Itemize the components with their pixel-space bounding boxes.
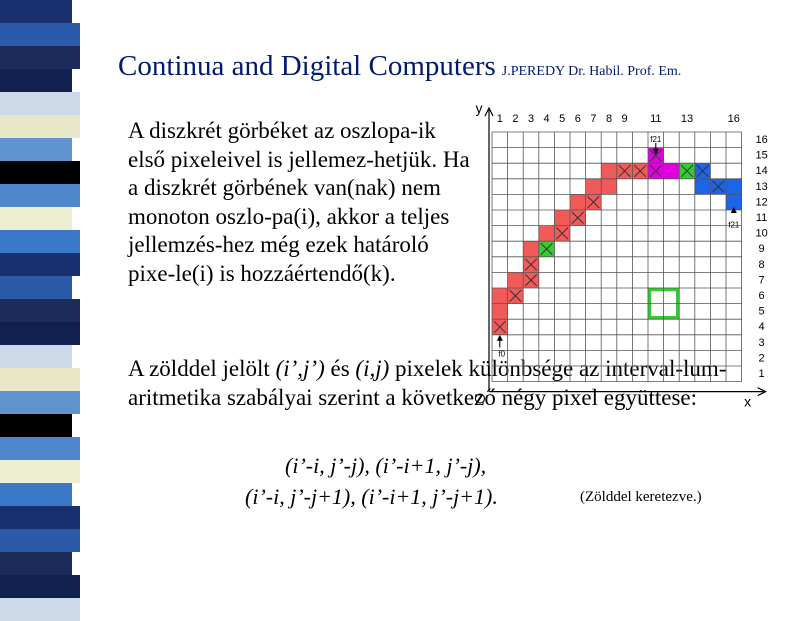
- grid-labels: [476, 100, 768, 410]
- stripe-band: [0, 69, 72, 92]
- stripe-band: [0, 345, 72, 368]
- row-number-label: 11: [755, 212, 768, 224]
- row-number-label: 16: [755, 134, 768, 146]
- paragraph-2-var1: (i’,j’): [275, 356, 325, 381]
- column-number-label: 13: [680, 113, 694, 125]
- x-axis-label: x: [744, 393, 752, 410]
- row-number-label: 14: [755, 165, 768, 178]
- stripe-band: [0, 414, 72, 437]
- column-number-label: 2: [512, 113, 519, 125]
- paragraph-2-var2: (i,j): [355, 356, 390, 381]
- stripe-band: [0, 598, 80, 621]
- stripe-band: [0, 437, 80, 460]
- slide-title: Continua and Digital Computers: [118, 50, 496, 82]
- formula-line-2: (i’-i, j’-j+1), (i’-i+1, j’-j+1).: [245, 484, 498, 509]
- stripe-band: [0, 253, 80, 276]
- decorative-stripe: [0, 0, 80, 600]
- paragraph-2-lead: A zölddel jelölt: [128, 356, 276, 381]
- pixel-cell: [586, 179, 602, 195]
- stripe-band: [0, 184, 80, 207]
- column-number-label: 9: [621, 113, 628, 125]
- stripe-band: [0, 230, 80, 253]
- column-number-label: 11: [650, 113, 662, 125]
- stripe-band: [0, 322, 80, 345]
- pixel-cell: [695, 179, 711, 195]
- stripe-band: [0, 529, 80, 552]
- pixel-grid-diagram: [470, 96, 780, 410]
- stripe-band: [0, 391, 80, 414]
- formula-line-1: (i’-i, j’-j), (i’-i+1, j’-j),: [285, 453, 487, 478]
- column-number-label: 1: [496, 113, 503, 125]
- stripe-band: [0, 552, 72, 575]
- stripe-band: [0, 0, 72, 23]
- pixel-cell: [601, 163, 617, 179]
- row-number-label: 5: [758, 305, 765, 318]
- stripe-band: [0, 506, 80, 529]
- stripe-band: [0, 46, 80, 69]
- title-line: [118, 50, 681, 83]
- paragraph-1: A diszkrét görbéket az oszlopa-ik első pixeleivel is jellemez-hetjük. Ha a diszkrét görbének van(nak) nem monoton oszlo-pa(i), akkor a teljes jellemzés-hez még ezek határoló pixe-le(i) is hozzáértendő(k).: [128, 118, 470, 286]
- stripe-band: [0, 92, 80, 115]
- stripe-band: [0, 368, 80, 391]
- column-number-label: 8: [605, 113, 613, 125]
- pixel-cell: [554, 210, 570, 226]
- note: (Zölddel keretezve.): [580, 489, 702, 505]
- column-number-label: 16: [727, 113, 740, 125]
- pixel-cell: [726, 179, 742, 195]
- row-number-label: 7: [758, 274, 765, 287]
- stripe-band: [0, 299, 80, 322]
- pixel-cell: [570, 194, 586, 210]
- pixel-cell: [601, 179, 617, 195]
- row-number-label: 1: [758, 368, 765, 380]
- row-number-label: 4: [758, 321, 765, 334]
- stripe-band: [0, 460, 80, 483]
- pixel-cell: [664, 163, 680, 179]
- end-marker-label: f21: [728, 220, 740, 230]
- column-number-label: 6: [574, 113, 581, 125]
- pixel-cell: [492, 288, 508, 304]
- row-number-label: 9: [758, 243, 765, 256]
- pixel-cell: [539, 226, 555, 242]
- stripe-band: [0, 161, 80, 184]
- pixel-cell: [523, 241, 539, 257]
- row-number-label: 8: [758, 258, 765, 271]
- row-number-label: 2: [758, 352, 765, 365]
- slide-subtitle: J.PEREDY Dr. Habil. Prof. Em.: [501, 64, 682, 79]
- column-number-label: 3: [527, 113, 535, 125]
- row-number-label: 15: [755, 149, 768, 162]
- stripe-band: [0, 138, 72, 161]
- column-number-label: 4: [543, 113, 550, 125]
- paragraph-2-rest: pixelek különbsége az interval-lum-aritmetika szabályai szerint a következő négy pixel együttese:: [128, 356, 727, 410]
- row-number-label: 3: [758, 336, 765, 349]
- top-marker-label: f21: [650, 135, 662, 144]
- pixel-cell: [492, 304, 508, 320]
- paragraph-2-and: és: [324, 356, 356, 381]
- y-axis-label: y: [475, 100, 483, 116]
- column-number-label: 7: [590, 113, 597, 125]
- stripe-band: [0, 483, 72, 506]
- stripe-band: [0, 276, 72, 299]
- stripe-band: [0, 575, 80, 598]
- pixel-cell: [508, 272, 524, 288]
- start-label: f0: [498, 349, 506, 359]
- row-number-label: 12: [755, 196, 768, 209]
- row-number-label: 10: [755, 227, 768, 240]
- column-number-label: 5: [559, 113, 566, 125]
- start-arrow-icon: [497, 335, 503, 341]
- stripe-band: [0, 23, 80, 46]
- row-number-label: 6: [758, 290, 765, 302]
- stripe-band: [0, 207, 72, 230]
- row-number-label: 13: [755, 180, 768, 193]
- stripe-band: [0, 115, 80, 138]
